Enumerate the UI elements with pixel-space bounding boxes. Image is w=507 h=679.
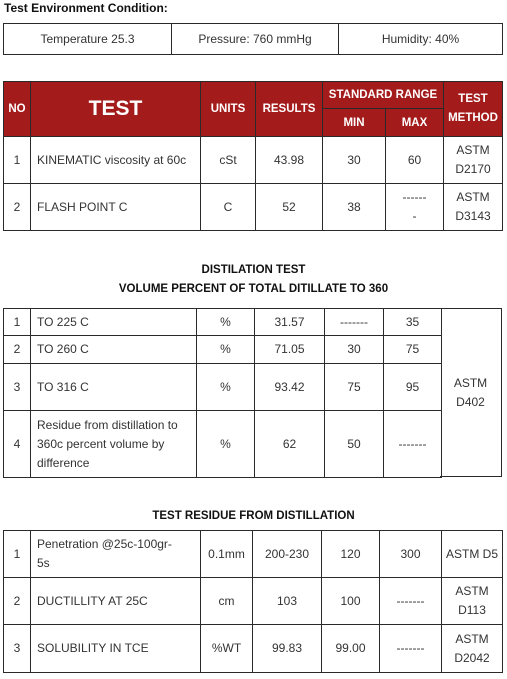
distillation-subtitle: VOLUME PERCENT OF TOTAL DITILLATE TO 360 <box>118 283 389 295</box>
row-test: TO 316 C <box>31 364 197 411</box>
row-units: cm <box>201 578 253 625</box>
test-line1: Penetration @25c-100gr- <box>37 537 172 551</box>
row-max: ------- <box>380 625 442 673</box>
table-row <box>4 578 503 625</box>
row-max: 60 <box>386 137 444 184</box>
header-standard-range: STANDARD RANGE <box>323 82 444 109</box>
row-method: ASTM D5 <box>442 531 503 578</box>
row-no: 1 <box>4 309 31 336</box>
method-line1: ASTM <box>455 584 489 598</box>
header-results: RESULTS <box>256 82 323 137</box>
humidity-cell: Humidity: 40% <box>339 24 503 55</box>
row-units: %WT <box>201 625 253 673</box>
method-line2: D3143 <box>455 209 491 223</box>
table-row <box>4 336 442 364</box>
header-method-line2: METHOD <box>448 112 498 124</box>
row-max: 35 <box>384 309 442 336</box>
row-no: 3 <box>4 364 31 411</box>
row-min: 75 <box>325 364 384 411</box>
row-no: 2 <box>4 578 31 625</box>
environment-table <box>3 23 503 55</box>
row-no: 1 <box>4 137 31 184</box>
row-units: C <box>201 184 256 231</box>
table-row <box>4 309 442 336</box>
table-row <box>4 625 503 673</box>
row-results: 31.57 <box>255 309 325 336</box>
row-max: 95 <box>384 364 442 411</box>
row-results: 93.42 <box>255 364 325 411</box>
max-line2: - <box>412 209 417 223</box>
row-method <box>444 184 503 231</box>
row-test: TO 225 C <box>31 309 197 336</box>
row-min: 30 <box>323 137 386 184</box>
distillation-method-cell <box>440 308 502 477</box>
method-line2: D402 <box>456 394 485 409</box>
row-min: 50 <box>325 411 384 478</box>
row-test: SOLUBILITY IN TCE <box>31 625 201 673</box>
row-no: 3 <box>4 625 31 673</box>
row-results: 71.05 <box>255 336 325 364</box>
row-min: ------- <box>325 309 384 336</box>
table-row <box>4 531 503 578</box>
main-test-table <box>3 81 503 231</box>
row-units: % <box>197 411 255 478</box>
header-method-line1: TEST <box>458 93 488 105</box>
table-row <box>4 411 442 478</box>
test-line1: Residue from distillation to <box>37 417 178 432</box>
method-line2: D113 <box>458 603 486 617</box>
row-units: % <box>197 364 255 411</box>
row-results: 103 <box>253 578 322 625</box>
table-row <box>4 364 442 411</box>
row-no: 1 <box>4 531 31 578</box>
row-min: 99.00 <box>322 625 380 673</box>
row-results: 43.98 <box>256 137 323 184</box>
row-max: 75 <box>384 336 442 364</box>
max-line1: ------ <box>402 190 427 204</box>
method-line1: ASTM <box>456 190 490 204</box>
row-test <box>31 411 197 478</box>
table-row <box>4 137 503 184</box>
row-results: 62 <box>255 411 325 478</box>
test-line2: 360c percent volume by <box>37 436 165 451</box>
header-no: NO <box>4 82 31 137</box>
row-method <box>442 578 503 625</box>
row-max: ------- <box>380 578 442 625</box>
distillation-title: DISTILATION TEST <box>201 264 306 276</box>
row-results: 99.83 <box>253 625 322 673</box>
row-max <box>386 184 444 231</box>
row-test: TO 260 C <box>31 336 197 364</box>
row-units: 0.1mm <box>201 531 253 578</box>
row-units: % <box>197 336 255 364</box>
header-max: MAX <box>386 109 444 137</box>
method-line2: D2170 <box>455 162 491 176</box>
row-min: 30 <box>325 336 384 364</box>
pressure-cell: Pressure: 760 mmHg <box>172 24 339 55</box>
method-line1: ASTM <box>456 143 490 157</box>
residue-table <box>3 530 503 673</box>
test-line3: difference <box>37 455 90 470</box>
header-min: MIN <box>323 109 386 137</box>
method-line1: ASTM <box>453 375 488 390</box>
distillation-table <box>3 308 442 478</box>
row-results: 200-230 <box>253 531 322 578</box>
row-method <box>442 625 503 673</box>
row-no: 2 <box>4 336 31 364</box>
test-line2: 5s <box>37 556 50 570</box>
header-units: UNITS <box>201 82 256 137</box>
row-min: 120 <box>322 531 380 578</box>
row-test: DUCTILLITY AT 25C <box>31 578 201 625</box>
row-min: 38 <box>323 184 386 231</box>
row-units: cSt <box>201 137 256 184</box>
row-test: KINEMATIC viscosity at 60c <box>31 137 201 184</box>
header-test: TEST <box>31 82 201 137</box>
residue-title: TEST RESIDUE FROM DISTILLATION <box>152 510 355 522</box>
row-max: 300 <box>380 531 442 578</box>
method-line2: D2042 <box>454 650 490 665</box>
row-no: 2 <box>4 184 31 231</box>
temperature-cell: Temperature 25.3 <box>4 24 172 55</box>
row-test: FLASH POINT C <box>31 184 201 231</box>
row-no: 4 <box>4 411 31 478</box>
row-test <box>31 531 201 578</box>
row-min: 100 <box>322 578 380 625</box>
header-test-method <box>444 82 503 137</box>
method-line1: ASTM <box>455 631 489 646</box>
row-method <box>444 137 503 184</box>
row-max: ------- <box>384 411 442 478</box>
row-results: 52 <box>256 184 323 231</box>
row-units: % <box>197 309 255 336</box>
table-row <box>4 184 503 231</box>
environment-title: Test Environment Condition: <box>4 1 168 15</box>
